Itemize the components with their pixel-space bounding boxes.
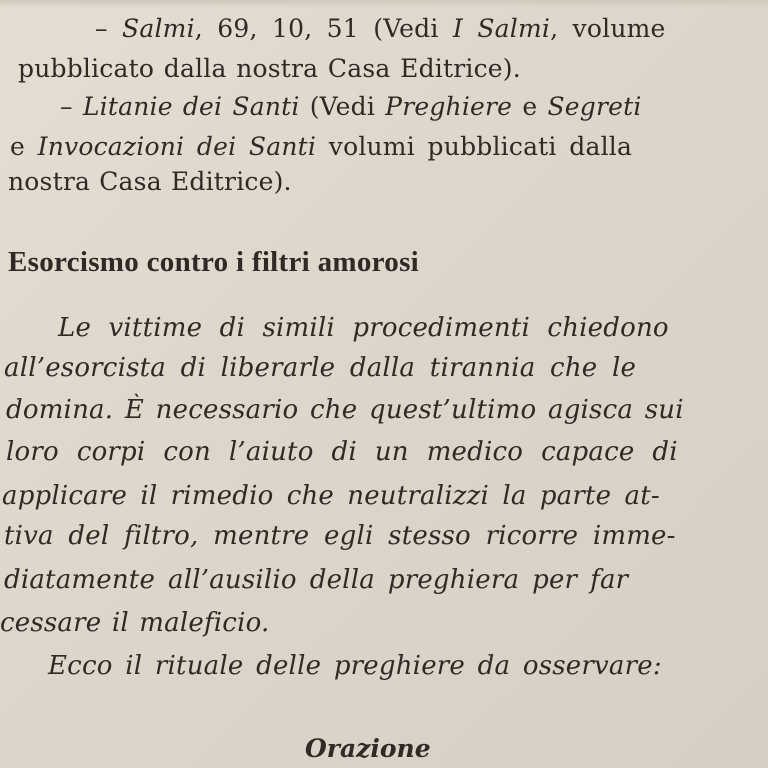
- reference-title: I Salmi: [452, 14, 551, 43]
- reference-title: Invocazioni dei Santi: [37, 132, 317, 161]
- reference-text: –: [95, 14, 123, 43]
- body-line: loro corpi con l’aiuto di un medico capace di: [6, 437, 678, 467]
- body-line: tiva del filtro, mentre egli stesso ricorre imme-: [4, 521, 676, 551]
- body-line: Le vittime di simili procedimenti chiedono: [58, 313, 669, 343]
- reference-text: –: [60, 92, 83, 121]
- reference-text: e: [10, 132, 38, 161]
- reference-text: volumi pubblicati dalla: [316, 132, 633, 161]
- reference-text: , volume: [550, 14, 666, 43]
- reference-text: (Vedi: [299, 92, 386, 121]
- subheading-orazione: Orazione: [305, 734, 431, 763]
- reference-line: [18, 54, 521, 84]
- section-heading: Esorcismo contro i filtri amorosi: [8, 246, 420, 278]
- reference-text: e: [512, 92, 548, 121]
- reference-text: pubblicato dalla nostra Casa Editrice).: [18, 54, 521, 83]
- reference-text: nostra Casa Editrice).: [8, 167, 292, 196]
- reference-title: Segreti: [547, 92, 642, 121]
- reference-line: [95, 14, 666, 44]
- body-line: applicare il rimedio che neutralizzi la parte at-: [2, 481, 660, 511]
- body-line: Ecco il rituale delle preghiere da osservare:: [48, 651, 662, 681]
- body-line: diatamente all’ausilio della preghiera per far: [4, 565, 629, 595]
- reference-line: [8, 167, 292, 197]
- reference-title: Salmi: [122, 14, 195, 43]
- reference-text: , 69, 10, 51 (Vedi: [194, 14, 453, 43]
- page-top-edge: [0, 0, 768, 8]
- reference-title: Preghiere: [385, 92, 513, 121]
- reference-line: [10, 132, 632, 162]
- reference-line: [60, 92, 642, 122]
- reference-title: Litanie dei Santi: [82, 92, 300, 121]
- body-line: cessare il maleficio.: [0, 608, 270, 638]
- body-line: domina. È necessario che quest’ultimo agisca sui: [6, 395, 684, 425]
- body-line: all’esorcista di liberarle dalla tirannia che le: [4, 353, 637, 383]
